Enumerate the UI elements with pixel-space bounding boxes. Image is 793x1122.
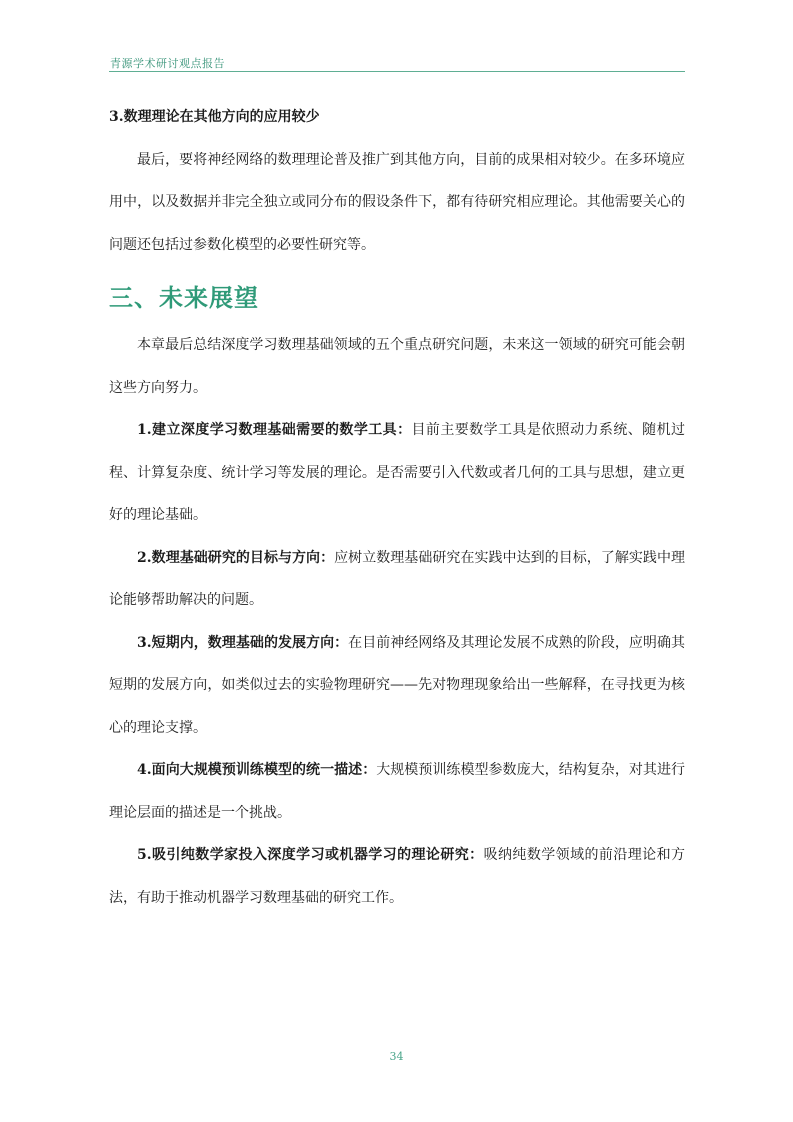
outlook-item-5	[109, 834, 685, 919]
running-header-title: 青源学术研讨观点报告	[110, 57, 225, 70]
outlook-item-text: 应树立数理基础研究在实践中达到的目标，了解实践中理论能够帮助解决的问题。	[109, 549, 685, 608]
page-number: 34	[389, 1050, 404, 1063]
page-body	[109, 96, 685, 919]
paragraph-other-directions: 最后，要将神经网络的数理理论普及推广到其他方向，目前的成果相对较少。在多环境应用中，以及数据并非完全独立或同分布的假设条件下，都有待研究相应理论。其他需要关心的问题还包括过参数化模型的必要性研究等。	[109, 151, 685, 253]
section-title: 三、未来展望	[109, 283, 259, 312]
outlook-item-lead: 5.吸引纯数学家投入深度学习或机器学习的理论研究：	[137, 847, 484, 863]
header-divider	[109, 71, 685, 72]
outlook-item-lead: 3.短期内，数理基础的发展方向：	[137, 634, 349, 651]
outlook-item-lead: 4.面向大规模预训练模型的统一描述：	[137, 762, 377, 778]
outlook-item-text: 大规模预训练模型参数庞大，结构复杂，对其进行理论层面的描述是一个挑战。	[109, 762, 685, 821]
outlook-item-lead: 2.数理基础研究的目标与方向：	[137, 549, 335, 566]
outlook-item-text: 目前主要数学工具是依照动力系统、随机过程、计算复杂度、统计学习等发展的理论。是否需要引入代数或者几何的工具与思想，建立更好的理论基础。	[109, 422, 685, 523]
outlook-item-3	[109, 622, 685, 750]
section-intro-paragraph: 本章最后总结深度学习数理基础领域的五个重点研究问题，未来这一领域的研究可能会朝这些方向努力。	[109, 337, 685, 396]
outlook-item-4	[109, 749, 685, 834]
outlook-item-2	[109, 537, 685, 622]
outlook-item-1	[109, 409, 685, 537]
outlook-item-text: 在目前神经网络及其理论发展不成熟的阶段，应明确其短期的发展方向，如类似过去的实验物理研究——先对物理现象给出一些解释，在寻找更为核心的理论支撑。	[109, 634, 686, 736]
subheading-3: 3.数理理论在其他方向的应用较少	[109, 109, 320, 125]
outlook-item-lead: 1.建立深度学习数理基础需要的数学工具：	[137, 422, 412, 438]
outlook-item-text: 吸纳纯数学领域的前沿理论和方法，有助于推动机器学习数理基础的研究工作。	[109, 847, 685, 906]
